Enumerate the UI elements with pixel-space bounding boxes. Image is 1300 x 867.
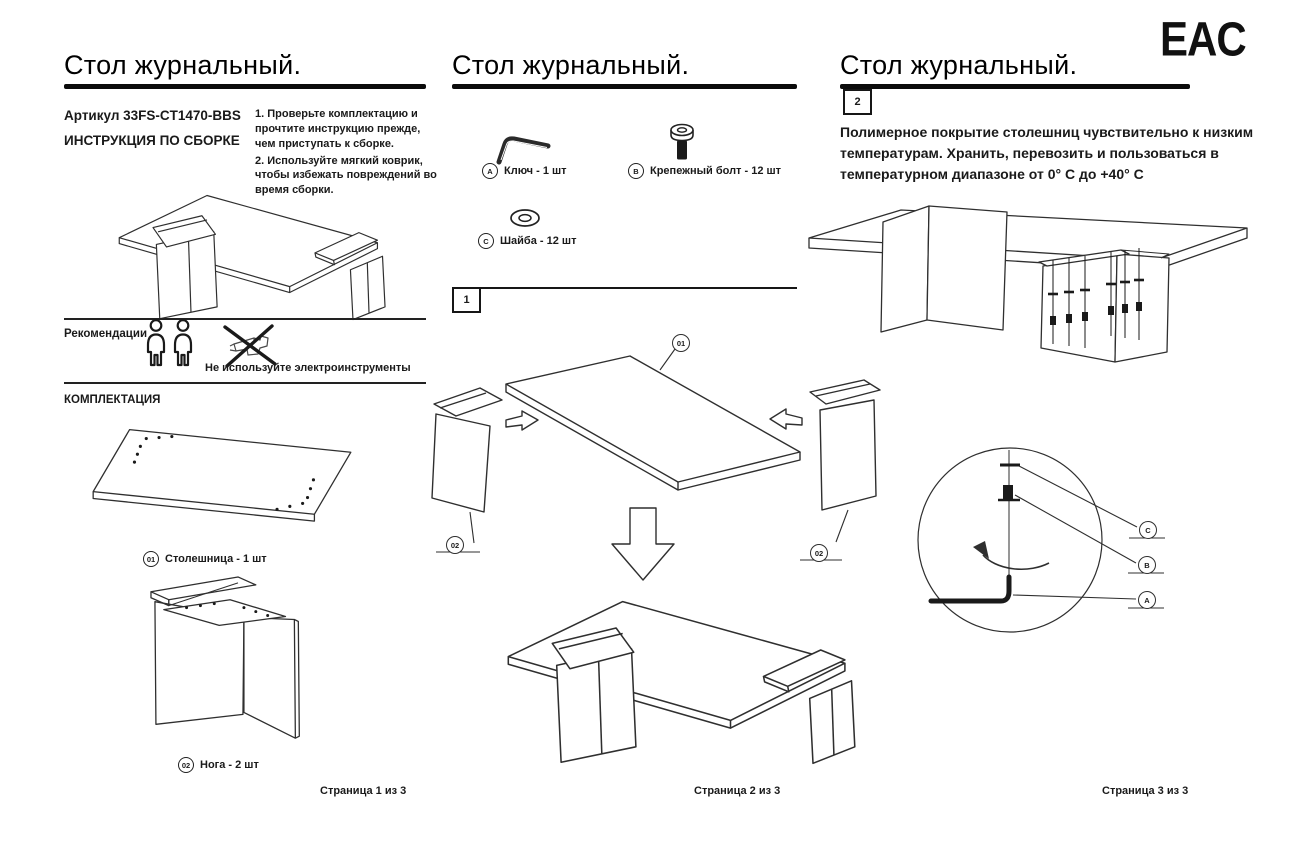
hardware-badge: C bbox=[478, 233, 494, 249]
assembly-instruction-label: ИНСТРУКЦИЯ ПО СБОРКЕ bbox=[64, 133, 240, 148]
page-title: Стол журнальный. bbox=[64, 50, 302, 80]
assembled-table-diagram bbox=[488, 584, 863, 760]
section-divider bbox=[64, 382, 426, 384]
inverted-table-diagram bbox=[795, 192, 1255, 392]
title-underline bbox=[452, 84, 797, 89]
callout-badge-leg-left: 02 bbox=[446, 536, 464, 554]
assembled-table-diagram bbox=[95, 182, 400, 317]
step-number-box: 2 bbox=[843, 89, 872, 115]
part-label: Столешница - 1 шт bbox=[165, 553, 267, 565]
callout-badge-key: A bbox=[1138, 591, 1156, 609]
title-underline bbox=[840, 84, 1190, 89]
title-underline bbox=[64, 84, 426, 89]
assembly-note-2: 2. Используйте мягкий коврик, чтобы избежать повреждений во время сборки. bbox=[255, 154, 437, 197]
warning-text: Полимерное покрытие столешниц чувствительно к низким температурам. Хранить, перевозить и пользоваться в температурном диапазоне от 0° С до +40° С bbox=[840, 124, 1254, 182]
hardware-item-bolt bbox=[628, 163, 781, 179]
hardware-label: Ключ - 1 шт bbox=[504, 165, 567, 177]
part-item-leg bbox=[178, 757, 259, 773]
recommendations-label: Рекомендации bbox=[64, 328, 148, 340]
callout-badge-bolt: B bbox=[1138, 556, 1156, 574]
step-line bbox=[479, 287, 797, 289]
part-badge: 02 bbox=[178, 757, 194, 773]
part-item-tabletop bbox=[143, 551, 267, 567]
contents-label: КОМПЛЕКТАЦИЯ bbox=[64, 394, 161, 406]
washer-icon bbox=[508, 207, 542, 229]
fastening-detail-diagram bbox=[903, 443, 1175, 643]
part-badge: 01 bbox=[143, 551, 159, 567]
hardware-label: Шайба - 12 шт bbox=[500, 235, 577, 247]
hex-key-icon bbox=[492, 132, 554, 166]
hardware-badge: B bbox=[628, 163, 644, 179]
hardware-item-washer bbox=[478, 233, 576, 249]
callout-badge-washer: C bbox=[1139, 521, 1157, 539]
hardware-badge: A bbox=[482, 163, 498, 179]
section-divider bbox=[64, 318, 426, 320]
leg-diagram bbox=[138, 574, 338, 752]
page-footer: Страница 2 из 3 bbox=[694, 785, 781, 797]
bolt-icon bbox=[668, 123, 696, 163]
page-title: Стол журнальный. bbox=[840, 50, 1078, 80]
eac-mark: EAC bbox=[1160, 12, 1246, 67]
callout-badge-tabletop: 01 bbox=[672, 334, 690, 352]
callout-badge-leg-right: 02 bbox=[810, 544, 828, 562]
page-footer: Страница 1 из 3 bbox=[320, 785, 407, 797]
tabletop-diagram bbox=[82, 410, 360, 528]
two-person-icon bbox=[142, 319, 200, 367]
hardware-item-key bbox=[482, 163, 567, 179]
page-title: Стол журнальный. bbox=[452, 50, 690, 80]
part-label: Нога - 2 шт bbox=[200, 759, 259, 771]
no-power-tools-label: Не используйте электроинструменты bbox=[205, 362, 411, 374]
hardware-label: Крепежный болт - 12 шт bbox=[650, 165, 782, 177]
step-number-box: 1 bbox=[452, 287, 481, 313]
article-number: Артикул 33FS-CT1470-BBS bbox=[64, 108, 241, 123]
assembly-note-1: 1. Проверьте комплектацию и прочтите инструкцию прежде, чем приступать к сборке. bbox=[255, 108, 421, 150]
page-footer: Страница 3 из 3 bbox=[1102, 785, 1189, 797]
